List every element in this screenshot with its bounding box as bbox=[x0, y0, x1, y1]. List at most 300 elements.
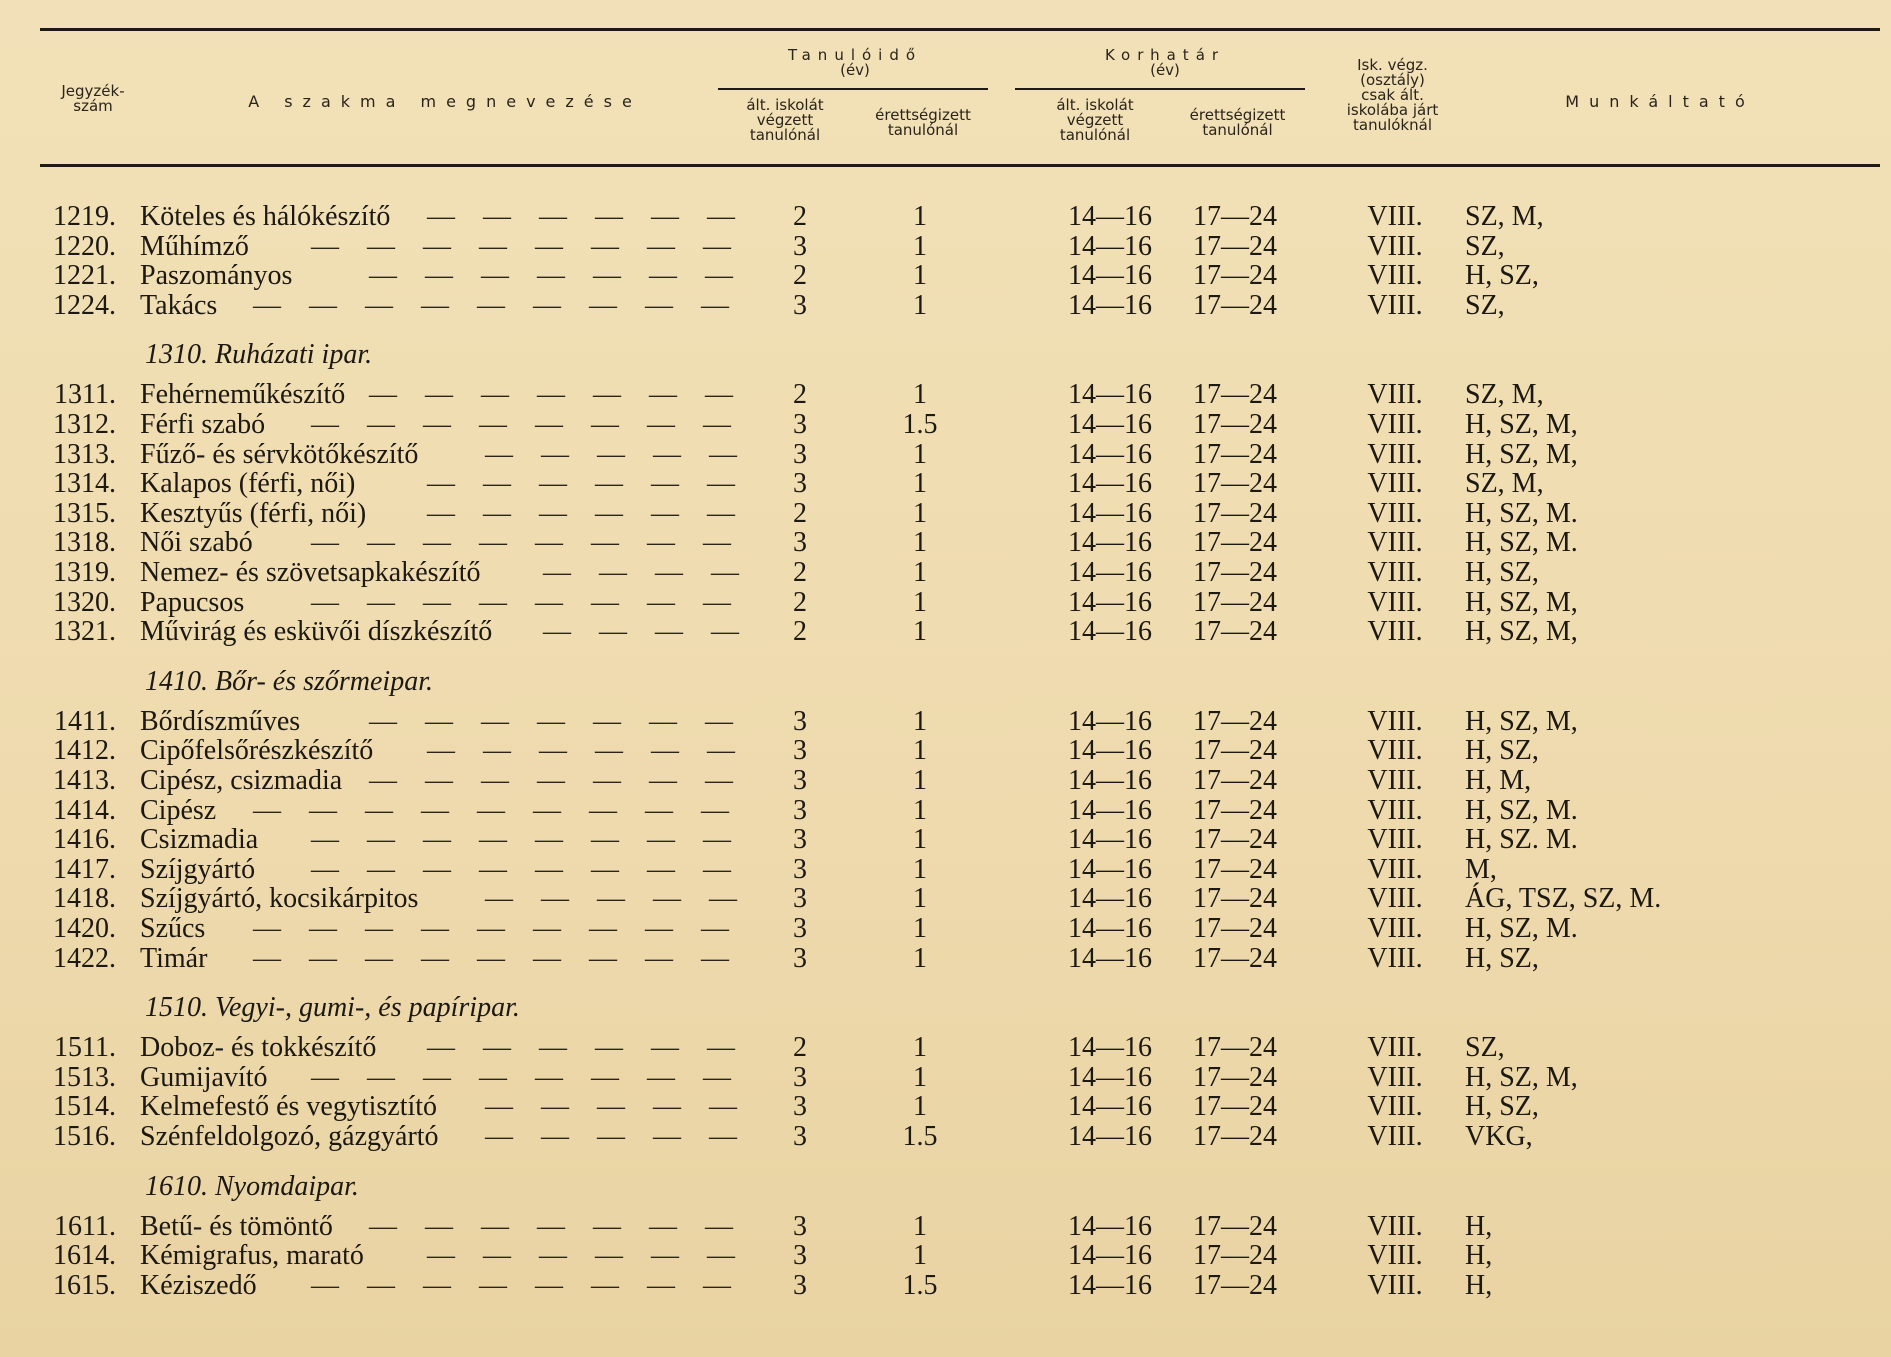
row-kor-erett: 17—24 bbox=[1193, 883, 1277, 915]
row-kor-erett: 17—24 bbox=[1193, 289, 1277, 321]
row-number: 1416. bbox=[53, 824, 116, 856]
row-kor-alt: 14—16 bbox=[1068, 409, 1152, 440]
table-row bbox=[0, 261, 1891, 291]
row-name: Timár bbox=[140, 942, 208, 974]
row-kor-alt: 14—16 bbox=[1068, 824, 1152, 856]
table-row bbox=[0, 499, 1891, 529]
leader-dashes: — — — — — — — — — bbox=[253, 289, 729, 321]
row-number: 1516. bbox=[53, 1121, 116, 1152]
row-tanulo-erett: 1 bbox=[913, 765, 927, 796]
row-number: 1411. bbox=[54, 705, 116, 737]
row-name: Kesztyűs (férfi, női) bbox=[140, 497, 367, 529]
row-iskola: VIII. bbox=[1367, 409, 1423, 440]
row-tanulo-erett: 1 bbox=[913, 201, 927, 232]
row-iskola: VIII. bbox=[1367, 616, 1423, 648]
row-number: 1422. bbox=[53, 942, 116, 974]
row-name: Fűző- és sérvkötőkészítő bbox=[140, 438, 419, 470]
row-munkaltato: H, SZ, M, bbox=[1465, 438, 1578, 470]
row-number: 1320. bbox=[53, 586, 116, 618]
row-number: 1615. bbox=[53, 1269, 116, 1301]
row-tanulo-erett: 1.5 bbox=[902, 409, 938, 440]
table-row bbox=[0, 380, 1891, 410]
row-tanulo-erett: 1 bbox=[913, 1091, 927, 1123]
row-kor-erett: 17—24 bbox=[1193, 201, 1277, 232]
row-munkaltato: H, SZ, M. bbox=[1465, 794, 1578, 826]
row-iskola: VIII. bbox=[1367, 201, 1423, 232]
leader-dashes: — — — — — — — bbox=[369, 379, 733, 411]
table-row bbox=[0, 914, 1891, 944]
row-iskola: VIII. bbox=[1367, 765, 1423, 796]
header-erett-tanulo: érettségizett tanulónál bbox=[875, 106, 971, 139]
row-kor-alt: 14—16 bbox=[1068, 942, 1152, 974]
row-name: Köteles és hálókészítő bbox=[140, 201, 391, 232]
row-tanulo-erett: 1 bbox=[913, 1061, 927, 1093]
row-kor-alt: 14—16 bbox=[1068, 1269, 1152, 1301]
row-number: 1220. bbox=[53, 230, 116, 262]
header-tanuloido: Tanulóidő (év) bbox=[787, 46, 923, 79]
table-row bbox=[0, 707, 1891, 737]
table-row bbox=[0, 1212, 1891, 1242]
row-name: Gumijavító bbox=[140, 1061, 268, 1093]
row-kor-alt: 14—16 bbox=[1068, 794, 1152, 826]
row-kor-alt: 14—16 bbox=[1068, 438, 1152, 470]
table-row bbox=[0, 1033, 1891, 1063]
table-row bbox=[0, 736, 1891, 766]
row-kor-alt: 14—16 bbox=[1068, 260, 1152, 292]
row-kor-erett: 17—24 bbox=[1193, 497, 1277, 529]
row-kor-erett: 17—24 bbox=[1193, 586, 1277, 618]
row-number: 1418. bbox=[53, 883, 116, 915]
row-kor-alt: 14—16 bbox=[1068, 853, 1152, 885]
row-munkaltato: H, SZ, M, bbox=[1465, 586, 1578, 618]
row-name: Kémigrafus, marató bbox=[140, 1240, 364, 1272]
row-tanulo-alt: 3 bbox=[793, 883, 807, 915]
row-iskola: VIII. bbox=[1367, 883, 1423, 915]
leader-dashes: — — — — — — — — bbox=[311, 586, 731, 618]
row-iskola: VIII. bbox=[1367, 260, 1423, 292]
table-row bbox=[0, 558, 1891, 588]
row-name: Szénfeldolgozó, gázgyártó bbox=[140, 1121, 439, 1152]
row-name: Kéziszedő bbox=[140, 1269, 257, 1301]
leader-dashes: — — — — — bbox=[485, 1091, 737, 1123]
table-row bbox=[0, 617, 1891, 647]
row-kor-erett: 17—24 bbox=[1193, 616, 1277, 648]
row-kor-alt: 14—16 bbox=[1068, 201, 1152, 232]
row-name: Csizmadia bbox=[140, 824, 259, 856]
row-tanulo-erett: 1 bbox=[913, 853, 927, 885]
row-munkaltato: VKG, bbox=[1465, 1121, 1533, 1152]
leader-dashes: — — — — — — bbox=[427, 497, 735, 529]
table-row bbox=[0, 202, 1891, 232]
header-bottom-rule bbox=[40, 164, 1880, 167]
row-kor-alt: 14—16 bbox=[1068, 1121, 1152, 1152]
row-munkaltato: H, SZ, M, bbox=[1465, 409, 1578, 440]
row-kor-alt: 14—16 bbox=[1068, 883, 1152, 915]
row-munkaltato: H, SZ, M. bbox=[1465, 913, 1578, 944]
row-iskola: VIII. bbox=[1367, 794, 1423, 826]
header-munkaltato: Munkáltató bbox=[1565, 92, 1755, 111]
row-tanulo-erett: 1 bbox=[913, 497, 927, 529]
row-tanulo-alt: 3 bbox=[793, 1210, 807, 1242]
leader-dashes: — — — — — — — — — bbox=[253, 942, 729, 974]
section-title: 1410. Bőr- és szőrmeipar. bbox=[145, 665, 433, 697]
row-tanulo-alt: 3 bbox=[793, 735, 807, 767]
row-tanulo-erett: 1 bbox=[913, 1032, 927, 1064]
row-kor-erett: 17—24 bbox=[1193, 913, 1277, 944]
row-tanulo-alt: 3 bbox=[793, 942, 807, 974]
row-tanulo-alt: 2 bbox=[793, 1032, 807, 1064]
row-name: Nemez- és szövetsapkakészítő bbox=[140, 557, 481, 588]
row-tanulo-alt: 3 bbox=[793, 468, 807, 500]
row-kor-erett: 17—24 bbox=[1193, 794, 1277, 826]
row-name: Műhímző bbox=[140, 230, 249, 262]
table-row bbox=[0, 766, 1891, 796]
row-name: Cipőfelsőrészkészítő bbox=[140, 735, 374, 767]
row-iskola: VIII. bbox=[1367, 853, 1423, 885]
row-iskola: VIII. bbox=[1367, 289, 1423, 321]
row-number: 1413. bbox=[53, 765, 116, 796]
row-number: 1321. bbox=[53, 616, 116, 648]
row-kor-alt: 14—16 bbox=[1068, 705, 1152, 737]
row-number: 1314. bbox=[53, 468, 116, 500]
row-tanulo-erett: 1 bbox=[913, 794, 927, 826]
row-tanulo-erett: 1 bbox=[913, 586, 927, 618]
row-munkaltato: H, bbox=[1465, 1240, 1493, 1272]
table-row bbox=[0, 825, 1891, 855]
leader-dashes: — — — — — — — — bbox=[311, 1269, 731, 1301]
header-alt-kor: ált. iskolát végzett tanulónál bbox=[1056, 96, 1134, 144]
row-name: Kalapos (férfi, női) bbox=[140, 468, 356, 500]
row-munkaltato: H, SZ, bbox=[1465, 1091, 1539, 1123]
row-kor-erett: 17—24 bbox=[1193, 853, 1277, 885]
leader-dashes: — — — — — — — — bbox=[311, 853, 731, 885]
row-name: Bőrdíszműves bbox=[140, 705, 301, 737]
row-munkaltato: H, bbox=[1465, 1210, 1493, 1242]
row-munkaltato: SZ, bbox=[1465, 1032, 1505, 1064]
row-number: 1414. bbox=[53, 794, 116, 826]
row-kor-erett: 17—24 bbox=[1193, 379, 1277, 411]
table-row bbox=[0, 410, 1891, 440]
row-tanulo-alt: 3 bbox=[793, 765, 807, 796]
row-number: 1513. bbox=[53, 1061, 116, 1093]
row-tanulo-erett: 1 bbox=[913, 438, 927, 470]
leader-dashes: — — — — — — bbox=[427, 1240, 735, 1272]
header-tanulo-rule bbox=[718, 88, 988, 90]
row-name: Fehérneműkészítő bbox=[140, 379, 346, 411]
row-kor-erett: 17—24 bbox=[1193, 1091, 1277, 1123]
row-tanulo-erett: 1 bbox=[913, 883, 927, 915]
row-tanulo-alt: 2 bbox=[793, 201, 807, 232]
row-tanulo-alt: 3 bbox=[793, 705, 807, 737]
row-munkaltato: H, SZ, M, bbox=[1465, 616, 1578, 648]
row-tanulo-alt: 2 bbox=[793, 260, 807, 292]
row-iskola: VIII. bbox=[1367, 1240, 1423, 1272]
row-tanulo-alt: 2 bbox=[793, 379, 807, 411]
row-name: Kelmefestő és vegytisztító bbox=[140, 1091, 438, 1123]
row-number: 1221. bbox=[53, 260, 116, 292]
leader-dashes: — — — — — — — — — bbox=[253, 794, 729, 826]
row-tanulo-alt: 3 bbox=[793, 824, 807, 856]
row-name: Takács bbox=[140, 289, 218, 321]
row-munkaltato: SZ, M, bbox=[1465, 201, 1544, 232]
row-tanulo-alt: 3 bbox=[793, 438, 807, 470]
row-munkaltato: H, SZ, M. bbox=[1465, 497, 1578, 529]
row-iskola: VIII. bbox=[1367, 586, 1423, 618]
row-name: Paszományos bbox=[140, 260, 293, 292]
table-row bbox=[0, 1271, 1891, 1301]
table-row bbox=[0, 588, 1891, 618]
row-iskola: VIII. bbox=[1367, 1032, 1423, 1064]
row-name: Művirág és esküvői díszkészítő bbox=[140, 616, 493, 648]
row-iskola: VIII. bbox=[1367, 1061, 1423, 1093]
row-tanulo-alt: 3 bbox=[793, 1269, 807, 1301]
row-kor-alt: 14—16 bbox=[1068, 616, 1152, 648]
row-tanulo-alt: 2 bbox=[793, 616, 807, 648]
leader-dashes: — — — — — — — — bbox=[311, 1061, 731, 1093]
row-number: 1319. bbox=[53, 557, 116, 588]
row-kor-erett: 17—24 bbox=[1193, 942, 1277, 974]
table-row bbox=[0, 469, 1891, 499]
table-row bbox=[0, 796, 1891, 826]
row-number: 1224. bbox=[53, 289, 116, 321]
row-iskola: VIII. bbox=[1367, 1121, 1423, 1152]
row-kor-alt: 14—16 bbox=[1068, 1210, 1152, 1242]
row-kor-alt: 14—16 bbox=[1068, 527, 1152, 559]
row-tanulo-erett: 1 bbox=[913, 913, 927, 944]
row-kor-erett: 17—24 bbox=[1193, 1061, 1277, 1093]
row-name: Szíjgyártó, kocsikárpitos bbox=[140, 883, 419, 915]
row-kor-alt: 14—16 bbox=[1068, 913, 1152, 944]
row-munkaltato: ÁG, TSZ, SZ, M. bbox=[1465, 883, 1662, 915]
row-kor-alt: 14—16 bbox=[1068, 289, 1152, 321]
row-kor-erett: 17—24 bbox=[1193, 1032, 1277, 1064]
row-munkaltato: M, bbox=[1465, 853, 1497, 885]
row-kor-alt: 14—16 bbox=[1068, 379, 1152, 411]
header-name: A szakma megnevezése bbox=[248, 92, 642, 111]
row-munkaltato: H, SZ, M, bbox=[1465, 1061, 1578, 1093]
row-iskola: VIII. bbox=[1367, 824, 1423, 856]
row-munkaltato: H, bbox=[1465, 1269, 1493, 1301]
row-tanulo-erett: 1 bbox=[913, 557, 927, 588]
row-name: Női szabó bbox=[140, 527, 253, 559]
row-kor-alt: 14—16 bbox=[1068, 468, 1152, 500]
row-iskola: VIII. bbox=[1367, 1210, 1423, 1242]
row-kor-alt: 14—16 bbox=[1068, 557, 1152, 588]
section-title: 1610. Nyomdaipar. bbox=[145, 1170, 359, 1202]
row-iskola: VIII. bbox=[1367, 527, 1423, 559]
leader-dashes: — — — — — — — bbox=[369, 705, 733, 737]
table-row bbox=[0, 1122, 1891, 1152]
header-korhatar: Korhatár (év) bbox=[1104, 46, 1226, 79]
leader-dashes: — — — — — — — — bbox=[311, 527, 731, 559]
row-number: 1312. bbox=[53, 409, 116, 440]
row-kor-alt: 14—16 bbox=[1068, 586, 1152, 618]
leader-dashes: — — — — — — bbox=[427, 201, 735, 232]
row-iskola: VIII. bbox=[1367, 942, 1423, 974]
row-tanulo-erett: 1 bbox=[913, 527, 927, 559]
row-name: Férfi szabó bbox=[140, 409, 266, 440]
row-number: 1318. bbox=[53, 527, 116, 559]
leader-dashes: — — — — — — bbox=[427, 735, 735, 767]
row-iskola: VIII. bbox=[1367, 705, 1423, 737]
row-kor-erett: 17—24 bbox=[1193, 735, 1277, 767]
row-tanulo-erett: 1 bbox=[913, 616, 927, 648]
row-tanulo-erett: 1 bbox=[913, 289, 927, 321]
row-kor-erett: 17—24 bbox=[1193, 765, 1277, 796]
row-number: 1420. bbox=[53, 913, 116, 944]
row-kor-erett: 17—24 bbox=[1193, 260, 1277, 292]
row-tanulo-alt: 2 bbox=[793, 497, 807, 529]
row-kor-alt: 14—16 bbox=[1068, 1091, 1152, 1123]
row-iskola: VIII. bbox=[1367, 1091, 1423, 1123]
row-munkaltato: H, SZ. M. bbox=[1465, 824, 1578, 856]
row-tanulo-erett: 1.5 bbox=[902, 1269, 938, 1301]
row-tanulo-alt: 3 bbox=[793, 527, 807, 559]
leader-dashes: — — — — — — — bbox=[369, 765, 733, 796]
top-rule bbox=[40, 28, 1880, 31]
row-name: Szűcs bbox=[140, 913, 206, 944]
row-tanulo-erett: 1 bbox=[913, 1240, 927, 1272]
row-tanulo-alt: 3 bbox=[793, 230, 807, 262]
row-tanulo-alt: 3 bbox=[793, 794, 807, 826]
row-tanulo-erett: 1 bbox=[913, 705, 927, 737]
leader-dashes: — — — — — — — — bbox=[311, 824, 731, 856]
header-erett-kor: érettségizett tanulónál bbox=[1189, 106, 1286, 139]
table-row bbox=[0, 884, 1891, 914]
table-row bbox=[0, 1241, 1891, 1271]
row-munkaltato: SZ, M, bbox=[1465, 379, 1544, 411]
row-number: 1614. bbox=[53, 1240, 116, 1272]
row-iskola: VIII. bbox=[1367, 379, 1423, 411]
leader-dashes: — — — — — — — — bbox=[311, 409, 731, 440]
row-kor-erett: 17—24 bbox=[1193, 527, 1277, 559]
leader-dashes: — — — — — bbox=[485, 883, 737, 915]
row-number: 1313. bbox=[53, 438, 116, 470]
row-name: Cipész, csizmadia bbox=[140, 765, 343, 796]
row-iskola: VIII. bbox=[1367, 230, 1423, 262]
row-name: Doboz- és tokkészítő bbox=[140, 1032, 377, 1064]
row-tanulo-erett: 1 bbox=[913, 1210, 927, 1242]
row-kor-alt: 14—16 bbox=[1068, 1032, 1152, 1064]
table-row bbox=[0, 291, 1891, 321]
leader-dashes: — — — — — — — bbox=[369, 260, 733, 292]
leader-dashes: — — — — — — — bbox=[369, 1210, 733, 1242]
row-kor-erett: 17—24 bbox=[1193, 438, 1277, 470]
row-iskola: VIII. bbox=[1367, 1269, 1423, 1301]
row-kor-erett: 17—24 bbox=[1193, 409, 1277, 440]
row-number: 1511. bbox=[54, 1032, 116, 1064]
row-number: 1412. bbox=[53, 735, 116, 767]
row-tanulo-alt: 3 bbox=[793, 853, 807, 885]
header-number: Jegyzék- szám bbox=[61, 82, 125, 115]
row-kor-alt: 14—16 bbox=[1068, 735, 1152, 767]
row-munkaltato: H, SZ, bbox=[1465, 557, 1539, 588]
row-kor-alt: 14—16 bbox=[1068, 230, 1152, 262]
row-kor-erett: 17—24 bbox=[1193, 1121, 1277, 1152]
row-iskola: VIII. bbox=[1367, 913, 1423, 944]
row-kor-alt: 14—16 bbox=[1068, 1240, 1152, 1272]
row-iskola: VIII. bbox=[1367, 438, 1423, 470]
row-kor-erett: 17—24 bbox=[1193, 1240, 1277, 1272]
row-name: Papucsos bbox=[140, 586, 245, 618]
row-tanulo-alt: 3 bbox=[793, 913, 807, 944]
row-tanulo-alt: 3 bbox=[793, 409, 807, 440]
row-number: 1311. bbox=[54, 379, 116, 411]
row-tanulo-erett: 1 bbox=[913, 230, 927, 262]
row-tanulo-alt: 2 bbox=[793, 586, 807, 618]
row-tanulo-alt: 3 bbox=[793, 1091, 807, 1123]
row-kor-alt: 14—16 bbox=[1068, 497, 1152, 529]
row-number: 1611. bbox=[54, 1210, 116, 1242]
row-tanulo-erett: 1.5 bbox=[902, 1121, 938, 1152]
leader-dashes: — — — — bbox=[543, 557, 739, 588]
leader-dashes: — — — — — bbox=[485, 438, 737, 470]
row-name: Betű- és tömöntő bbox=[140, 1210, 333, 1242]
header-alt-tanulo: ált. iskolát végzett tanulónál bbox=[746, 96, 824, 144]
row-number: 1315. bbox=[53, 497, 116, 529]
row-munkaltato: H, M, bbox=[1465, 765, 1532, 796]
row-name: Szíjgyártó bbox=[140, 853, 256, 885]
leader-dashes: — — — — — bbox=[485, 1121, 737, 1152]
row-tanulo-erett: 1 bbox=[913, 260, 927, 292]
leader-dashes: — — — — — — — — — bbox=[253, 913, 729, 944]
table-row bbox=[0, 855, 1891, 885]
section-title: 1510. Vegyi-, gumi-, és papíripar. bbox=[145, 992, 520, 1024]
row-tanulo-erett: 1 bbox=[913, 468, 927, 500]
table-row bbox=[0, 1092, 1891, 1122]
row-munkaltato: H, SZ, M. bbox=[1465, 527, 1578, 559]
row-kor-erett: 17—24 bbox=[1193, 1269, 1277, 1301]
row-kor-erett: 17—24 bbox=[1193, 824, 1277, 856]
row-tanulo-erett: 1 bbox=[913, 379, 927, 411]
row-iskola: VIII. bbox=[1367, 468, 1423, 500]
row-munkaltato: SZ, M, bbox=[1465, 468, 1544, 500]
row-number: 1219. bbox=[53, 201, 116, 232]
leader-dashes: — — — — — — bbox=[427, 468, 735, 500]
leader-dashes: — — — — — — — — bbox=[311, 230, 731, 262]
row-tanulo-alt: 3 bbox=[793, 1240, 807, 1272]
row-tanulo-alt: 3 bbox=[793, 1061, 807, 1093]
row-kor-alt: 14—16 bbox=[1068, 1061, 1152, 1093]
row-kor-erett: 17—24 bbox=[1193, 468, 1277, 500]
row-iskola: VIII. bbox=[1367, 497, 1423, 529]
row-munkaltato: H, SZ, bbox=[1465, 260, 1539, 292]
row-kor-erett: 17—24 bbox=[1193, 557, 1277, 588]
row-munkaltato: H, SZ, bbox=[1465, 735, 1539, 767]
row-kor-erett: 17—24 bbox=[1193, 230, 1277, 262]
row-tanulo-alt: 3 bbox=[793, 1121, 807, 1152]
row-munkaltato: SZ, bbox=[1465, 230, 1505, 262]
row-kor-alt: 14—16 bbox=[1068, 765, 1152, 796]
header-iskola: Isk. végz. (osztály) csak ált. iskolába járt tanulóknál bbox=[1346, 56, 1439, 134]
row-tanulo-erett: 1 bbox=[913, 735, 927, 767]
row-iskola: VIII. bbox=[1367, 735, 1423, 767]
table-row bbox=[0, 1063, 1891, 1093]
row-number: 1417. bbox=[53, 853, 116, 885]
leader-dashes: — — — — bbox=[543, 616, 739, 648]
table-row bbox=[0, 232, 1891, 262]
row-tanulo-alt: 2 bbox=[793, 557, 807, 588]
row-name: Cipész bbox=[140, 794, 217, 826]
header-kor-rule bbox=[1015, 88, 1305, 90]
row-kor-erett: 17—24 bbox=[1193, 1210, 1277, 1242]
row-tanulo-erett: 1 bbox=[913, 942, 927, 974]
table-row bbox=[0, 944, 1891, 974]
leader-dashes: — — — — — — bbox=[427, 1032, 735, 1064]
row-munkaltato: H, SZ, bbox=[1465, 942, 1539, 974]
table-row bbox=[0, 440, 1891, 470]
row-kor-erett: 17—24 bbox=[1193, 705, 1277, 737]
